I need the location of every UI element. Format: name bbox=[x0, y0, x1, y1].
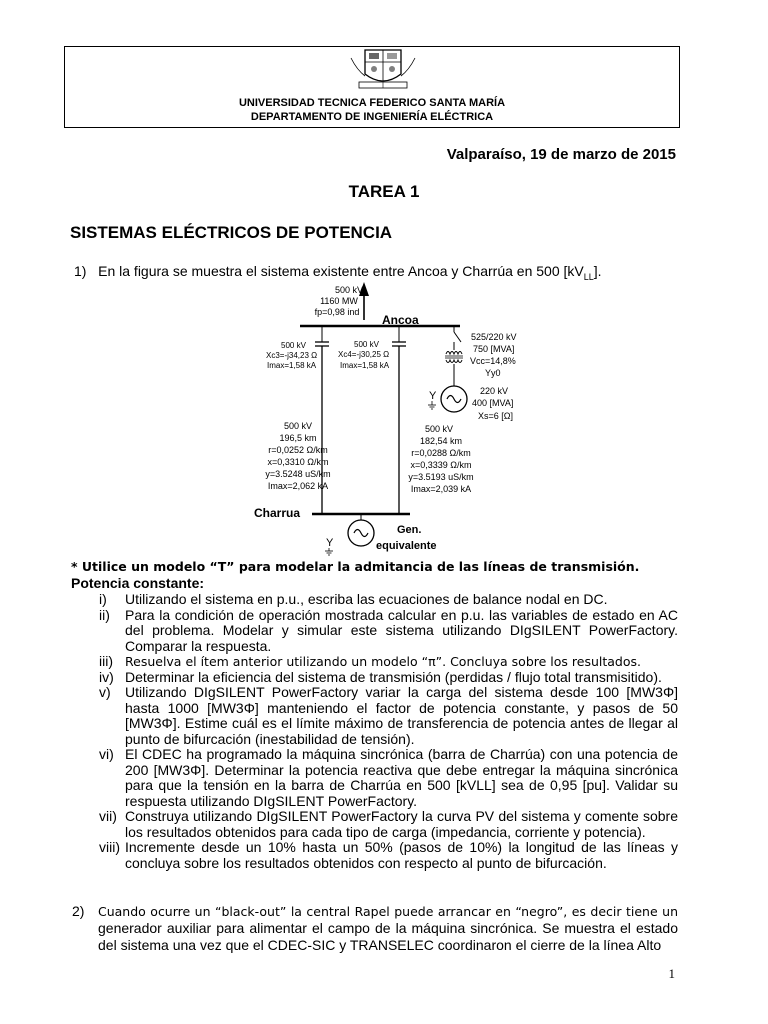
line2-length: 182,54 km bbox=[419, 436, 463, 446]
list-item bbox=[72, 685, 678, 747]
gen-eq-label-1: Gen. bbox=[397, 524, 422, 536]
item-text: Utilizando DIgSILENT PowerFactory variar la carga del sistema desde 100 [MW3Φ] hasta 1000 [MW3Φ] manteniendo el factor de potencia constante, y pasos de 50 [MW3Φ]. Estime cuál es el límite máximo de transferencia de potencia antes de llegar al punto de bifurcación (inestabilidad de tensión). bbox=[125, 684, 678, 747]
gen-eq-label-2: equivalente bbox=[376, 540, 437, 552]
list-item bbox=[72, 608, 678, 655]
question-2-number: 2) bbox=[72, 903, 85, 919]
item-number: iii) bbox=[99, 653, 113, 669]
line2-resistance: r=0,0288 Ω/km bbox=[411, 448, 471, 458]
list-item bbox=[72, 809, 678, 840]
transformer-rating: 750 [MVA] bbox=[473, 344, 515, 354]
cap4-voltage: 500 kV bbox=[354, 340, 379, 349]
section-subheading: Potencia constante: bbox=[71, 575, 205, 591]
item-number: v) bbox=[99, 684, 111, 700]
line2-voltage: 500 kV bbox=[424, 424, 454, 434]
question-1-text: En la figura se muestra el sistema existente entre Ancoa y Charrúa en 500 [kV bbox=[98, 263, 584, 279]
university-crest-logo bbox=[343, 48, 423, 90]
line1-reactance: x=0,3310 Ω/km bbox=[267, 457, 329, 467]
item-text: Utilizando el sistema en p.u., escriba las ecuaciones de balance nodal en DC. bbox=[125, 591, 608, 607]
generator-rating: 400 [MVA] bbox=[472, 398, 514, 408]
cap4-reactance: Xc4=-j30,25 Ω bbox=[338, 350, 390, 359]
breaker-switch bbox=[454, 332, 461, 342]
generator-reactance: Xs=6 [Ω] bbox=[478, 411, 513, 421]
transformer-primary-coil bbox=[446, 352, 462, 355]
charrua-label: Charrua bbox=[254, 506, 301, 520]
load-voltage: 500 kV bbox=[334, 285, 364, 295]
item-number: vii) bbox=[99, 808, 117, 824]
course-subject: SISTEMAS ELÉCTRICOS DE POTENCIA bbox=[70, 223, 393, 242]
load-pf: fp=0,98 ind bbox=[314, 307, 360, 317]
modeling-note: * Utilice un modelo “T” para modelar la admitancia de las líneas de transmisión. bbox=[71, 559, 640, 574]
item-number: vi) bbox=[99, 746, 114, 762]
question-2-text-b: generador auxiliar para alimentar el campo de la máquina sincrónica. Se muestra el estado del sistema una vez que el CDEC-SIC y TRANSELEC coordinaron el cierre de la línea Alto bbox=[98, 920, 678, 953]
item-text: Determinar la eficiencia del sistema de transmisión (perdidas / flujo total transmisitido). bbox=[125, 668, 662, 685]
list-item bbox=[72, 592, 678, 608]
document-title: TAREA 1 bbox=[348, 182, 420, 201]
cap3-voltage: 500 kV bbox=[281, 341, 306, 350]
cap4-imax: Imax=1,58 kA bbox=[340, 361, 390, 370]
cap3-reactance: Xc3=-j34,23 Ω bbox=[266, 351, 318, 360]
transformer-ratio: 525/220 kV bbox=[471, 332, 517, 342]
line1-length: 196,5 km bbox=[279, 433, 317, 443]
list-item bbox=[72, 654, 678, 670]
transformer-group: Yy0 bbox=[485, 368, 501, 378]
transformer-vcc: Vcc=14,8% bbox=[470, 356, 516, 366]
line1-resistance: r=0,0252 Ω/km bbox=[268, 445, 328, 455]
list-item bbox=[72, 670, 678, 686]
item-text: Construya utilizando DIgSILENT PowerFactory la curva PV del sistema y comente sobre los resultados obtenidos para cada tipo de carga (impedancia, corriente y potencia). bbox=[125, 808, 678, 840]
item-number: i) bbox=[99, 591, 107, 607]
generator-voltage: 220 kV bbox=[480, 386, 509, 396]
load-power: 1160 MW bbox=[320, 296, 358, 306]
document-date: Valparaíso, 19 de marzo de 2015 bbox=[446, 146, 676, 163]
list-item bbox=[72, 747, 678, 809]
item-number: viii) bbox=[99, 839, 120, 855]
question-1 bbox=[74, 263, 602, 282]
department-name: DEPARTAMENTO DE INGENIERÍA ELÉCTRICA bbox=[250, 111, 494, 123]
item-text: El CDEC ha programado la máquina sincrónica (barra de Charrúa) con una potencia de 200 [MW3Φ]. Determinar la potencia reactiva que debe entregar la máquina sincrónica para que la tensión en la barra de Charrúa en 500 [kVLL] sea de 0,95 [pu]. Validar su respuesta utilizando DIgSILENT PowerFactory. bbox=[125, 746, 678, 809]
question-1-subscript: LL bbox=[583, 271, 594, 282]
question-1-text-end: ]. bbox=[593, 263, 602, 279]
list-item bbox=[72, 840, 678, 871]
university-name: UNIVERSIDAD TECNICA FEDERICO SANTA MARÍA bbox=[238, 97, 506, 109]
transformer-secondary-coil bbox=[446, 360, 462, 363]
page-number: 1 bbox=[668, 966, 675, 981]
line2-admittance: y=3.5193 uS/km bbox=[408, 472, 474, 482]
line2-reactance: x=0,3339 Ω/km bbox=[410, 460, 472, 470]
question-1-number: 1) bbox=[74, 263, 87, 279]
line1-imax: Imax=2,062 kA bbox=[267, 481, 329, 491]
item-text: Resuelva el ítem anterior utilizando un modelo “π”. Concluya sobre los resultados. bbox=[125, 654, 641, 669]
question-2 bbox=[72, 903, 678, 954]
line1-admittance: y=3.5248 uS/km bbox=[265, 469, 331, 479]
generator-wye-icon: Y bbox=[429, 390, 437, 402]
item-text: Para la condición de operación mostrada calcular en p.u. las variables de estado en AC del problema. Modelar y simular este sistema utilizando DIgSILENT PowerFactory. Comparar la respuesta. bbox=[125, 606, 678, 654]
item-number: ii) bbox=[99, 606, 110, 623]
single-line-diagram bbox=[240, 280, 530, 558]
item-text: Incremente desde un 10% hasta un 50% (pasos de 10%) la longitud de las líneas y concluya sobre los resultados obtenidos con respecto al punto de bifurcación. bbox=[125, 839, 678, 871]
task-list bbox=[72, 592, 678, 871]
ancoa-label: Ancoa bbox=[382, 313, 419, 327]
cap3-imax: Imax=1,58 kA bbox=[267, 361, 317, 370]
question-2-text-a: Cuando ocurre un “black-out” la central Rapel puede arrancar en “negro”, es decir tiene un bbox=[98, 904, 678, 919]
line1-voltage: 500 kV bbox=[283, 421, 313, 431]
line2-imax: Imax=2,039 kA bbox=[410, 484, 472, 494]
eq-generator-wye-icon: Y bbox=[326, 537, 334, 549]
item-number: iv) bbox=[99, 668, 114, 685]
